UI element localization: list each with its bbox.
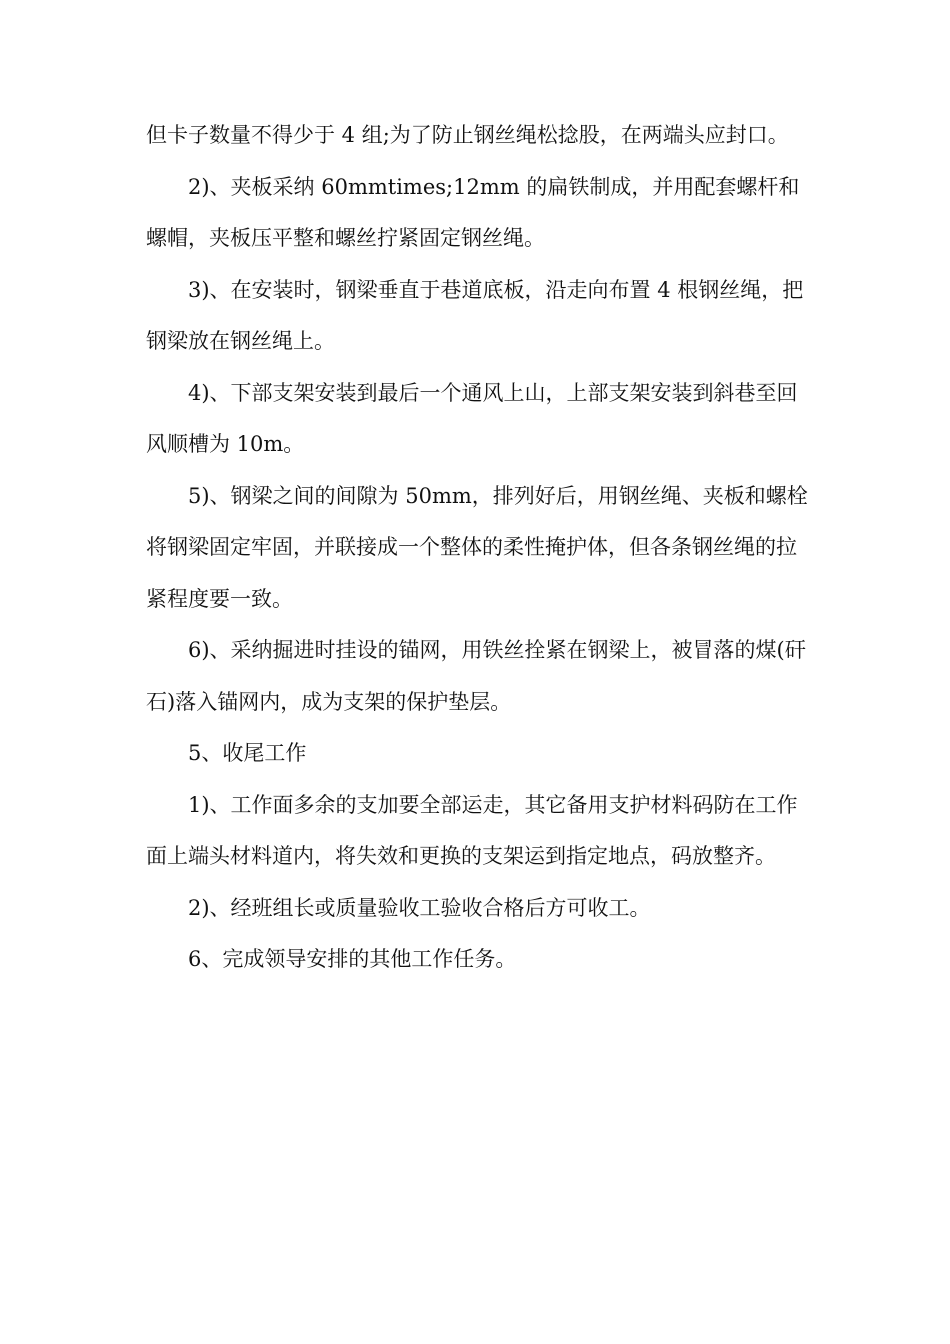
paragraph: 6、完成领导安排的其他工作任务。 [188, 947, 517, 971]
section-heading: 5、收尾工作 [188, 741, 307, 765]
paragraph: 4)、下部支架安装到最后一个通风上山，上部支架安装到斜巷至回风顺槽为 10m。 [146, 380, 798, 456]
paragraph: 6)、采纳掘进时挂设的锚网，用铁丝拴紧在钢梁上，被冒落的煤(矸石)落入锚网内，成为支架的保护垫层。 [146, 638, 806, 714]
paragraph: 5)、钢梁之间的间隙为 50mm，排列好后，用钢丝绳、夹板和螺栓将钢梁固定牢固，并联接成一个整体的柔性掩护体，但各条钢丝绳的拉紧程度要一致。 [146, 483, 808, 611]
paragraph: 但卡子数量不得少于 4 组;为了防止钢丝绳松捻股，在两端头应封口。 [146, 123, 789, 147]
document-body [146, 110, 814, 986]
paragraph: 2)、夹板采纳 60mmtimes;12mm 的扁铁制成，并用配套螺杆和螺帽，夹板压平整和螺丝拧紧固定钢丝绳。 [146, 174, 800, 250]
paragraph: 3)、在安装时，钢梁垂直于巷道底板，沿走向布置 4 根钢丝绳，把钢梁放在钢丝绳上。 [146, 277, 804, 353]
paragraph: 2)、经班组长或质量验收工验收合格后方可收工。 [188, 895, 651, 920]
paragraph: 1)、工作面多余的支加要全部运走，其它备用支护材料码防在工作面上端头材料道内，将失效和更换的支架运到指定地点，码放整齐。 [146, 792, 798, 868]
